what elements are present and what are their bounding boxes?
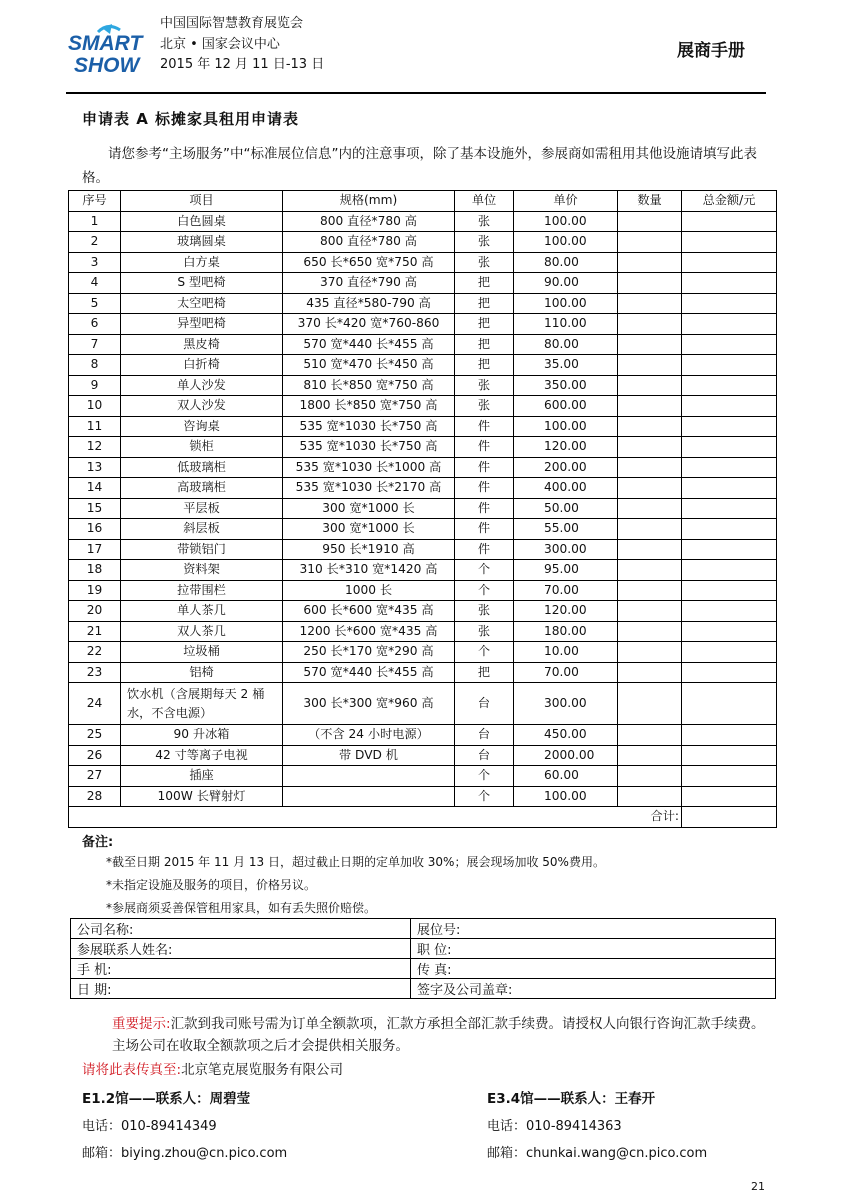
- row-index: 7: [69, 334, 121, 355]
- row-total-field[interactable]: [682, 478, 777, 499]
- header-total: 总金额/元: [682, 191, 777, 212]
- logo-graphic: [68, 22, 148, 78]
- row-unit: 件: [455, 519, 514, 540]
- hall-e34-phone: 电话：010-89414363: [487, 1119, 622, 1134]
- row-quantity-field[interactable]: [618, 725, 682, 746]
- table-row: [69, 601, 777, 622]
- table-row: [69, 396, 777, 417]
- row-quantity-field[interactable]: [618, 478, 682, 499]
- row-item: 低玻璃柜: [121, 457, 283, 478]
- row-price: 95.00: [514, 560, 618, 581]
- header-exhibition-name: 中国国际智慧教育展览会: [160, 16, 304, 31]
- row-unit: 个: [455, 766, 514, 787]
- row-index: 8: [69, 355, 121, 376]
- form-title: 申请表 A 标摊家具租用申请表: [82, 110, 300, 128]
- date-field[interactable]: 日 期:: [71, 979, 411, 999]
- header-item: 项目: [121, 191, 283, 212]
- company-name-field[interactable]: 公司名称:: [71, 919, 411, 939]
- row-index: 2: [69, 232, 121, 253]
- table-header-row: [69, 191, 777, 212]
- table-row: [69, 437, 777, 458]
- row-item: 单人沙发: [121, 375, 283, 396]
- header-price: 单价: [514, 191, 618, 212]
- row-index: 16: [69, 519, 121, 540]
- row-index: 9: [69, 375, 121, 396]
- row-spec: 535 宽*1030 长*2170 高: [283, 478, 455, 499]
- row-total-field[interactable]: [682, 355, 777, 376]
- row-item: 42 寸等离子电视: [121, 745, 283, 766]
- total-row: [69, 807, 777, 828]
- row-total-field[interactable]: [682, 601, 777, 622]
- row-spec: 950 长*1910 高: [283, 539, 455, 560]
- row-unit: 张: [455, 232, 514, 253]
- table-row: [69, 662, 777, 683]
- row-total-field[interactable]: [682, 375, 777, 396]
- row-unit: 台: [455, 725, 514, 746]
- table-row: [69, 416, 777, 437]
- row-spec: （不含 24 小时电源）: [283, 725, 455, 746]
- row-total-field[interactable]: [682, 642, 777, 663]
- row-total-field[interactable]: [682, 745, 777, 766]
- row-spec: 1200 长*600 宽*435 高: [283, 621, 455, 642]
- row-unit: 张: [455, 375, 514, 396]
- row-price: 100.00: [514, 232, 618, 253]
- row-quantity-field[interactable]: [618, 642, 682, 663]
- row-quantity-field[interactable]: [618, 334, 682, 355]
- row-price: 400.00: [514, 478, 618, 499]
- row-quantity-field[interactable]: [618, 314, 682, 335]
- row-spec: 带 DVD 机: [283, 745, 455, 766]
- row-spec: 535 宽*1030 长*1000 高: [283, 457, 455, 478]
- row-unit: 把: [455, 314, 514, 335]
- row-total-field[interactable]: [682, 232, 777, 253]
- total-amount-field[interactable]: [682, 807, 777, 828]
- row-spec: 510 宽*470 长*450 高: [283, 355, 455, 376]
- row-index: 15: [69, 498, 121, 519]
- row-price: 60.00: [514, 766, 618, 787]
- row-total-field[interactable]: [682, 396, 777, 417]
- mobile-field[interactable]: 手 机:: [71, 959, 411, 979]
- table-body: [69, 211, 777, 807]
- table-row: [69, 745, 777, 766]
- row-spec: 370 长*420 宽*760-860: [283, 314, 455, 335]
- header-divider: [66, 92, 766, 94]
- row-spec: 800 直径*780 高: [283, 232, 455, 253]
- table-row: [69, 375, 777, 396]
- row-price: 180.00: [514, 621, 618, 642]
- row-unit: 把: [455, 355, 514, 376]
- table-row: [69, 498, 777, 519]
- row-total-field[interactable]: [682, 498, 777, 519]
- row-quantity-field[interactable]: [618, 457, 682, 478]
- table-row: [69, 314, 777, 335]
- row-total-field[interactable]: [682, 539, 777, 560]
- row-price: 70.00: [514, 580, 618, 601]
- table-row: [69, 580, 777, 601]
- row-quantity-field[interactable]: [618, 766, 682, 787]
- row-index: 20: [69, 601, 121, 622]
- row-unit: 个: [455, 642, 514, 663]
- row-price: 80.00: [514, 334, 618, 355]
- table-row: [69, 642, 777, 663]
- row-unit: 件: [455, 498, 514, 519]
- row-quantity-field[interactable]: [618, 252, 682, 273]
- fax-to-label: 请将此表传真至:: [82, 1062, 182, 1078]
- row-price: 350.00: [514, 375, 618, 396]
- total-label: 合计:: [618, 807, 682, 828]
- row-quantity-field[interactable]: [618, 519, 682, 540]
- row-unit: 台: [455, 745, 514, 766]
- table-row: [69, 786, 777, 807]
- row-unit: 把: [455, 273, 514, 294]
- row-item: 高玻璃柜: [121, 478, 283, 499]
- row-quantity-field[interactable]: [618, 683, 682, 725]
- note-item: *未指定设施及服务的项目，价格另议。: [106, 878, 317, 892]
- row-total-field[interactable]: [682, 334, 777, 355]
- row-price: 100.00: [514, 211, 618, 232]
- row-unit: 件: [455, 437, 514, 458]
- table-row: [69, 560, 777, 581]
- fax-to-company: 北京笔克展览服务有限公司: [181, 1062, 344, 1078]
- row-item: 拉带围栏: [121, 580, 283, 601]
- row-quantity-field[interactable]: [618, 621, 682, 642]
- row-price: 120.00: [514, 437, 618, 458]
- row-quantity-field[interactable]: [618, 601, 682, 622]
- page-number: 21: [751, 1180, 765, 1193]
- row-spec: 800 直径*780 高: [283, 211, 455, 232]
- row-item: 资料架: [121, 560, 283, 581]
- row-item: 黑皮椅: [121, 334, 283, 355]
- row-item: 单人茶几: [121, 601, 283, 622]
- row-spec: 300 宽*1000 长: [283, 519, 455, 540]
- row-spec: 1000 长: [283, 580, 455, 601]
- row-total-field[interactable]: [682, 252, 777, 273]
- row-item: 玻璃圆桌: [121, 232, 283, 253]
- row-price: 10.00: [514, 642, 618, 663]
- row-spec: 650 长*650 宽*750 高: [283, 252, 455, 273]
- row-index: 25: [69, 725, 121, 746]
- row-index: 1: [69, 211, 121, 232]
- row-quantity-field[interactable]: [618, 232, 682, 253]
- row-price: 100.00: [514, 786, 618, 807]
- table-row: [69, 273, 777, 294]
- row-spec: 300 宽*1000 长: [283, 498, 455, 519]
- note-item: *截至日期 2015 年 11 月 13 日，超过截止日期的定单加收 30%；展会现场加收 50%费用。: [106, 855, 605, 869]
- row-total-field[interactable]: [682, 580, 777, 601]
- row-index: 17: [69, 539, 121, 560]
- row-item: 白色圆桌: [121, 211, 283, 232]
- row-unit: 张: [455, 252, 514, 273]
- row-quantity-field[interactable]: [618, 355, 682, 376]
- row-index: 14: [69, 478, 121, 499]
- row-quantity-field[interactable]: [618, 745, 682, 766]
- row-item: 异型吧椅: [121, 314, 283, 335]
- row-item: 双人沙发: [121, 396, 283, 417]
- header-unit: 单位: [455, 191, 514, 212]
- row-item: 白折椅: [121, 355, 283, 376]
- row-unit: 件: [455, 416, 514, 437]
- table-row: [69, 293, 777, 314]
- row-price: 100.00: [514, 416, 618, 437]
- row-unit: 件: [455, 539, 514, 560]
- row-unit: 张: [455, 396, 514, 417]
- row-price: 100.00: [514, 293, 618, 314]
- row-price: 70.00: [514, 662, 618, 683]
- row-spec: 535 宽*1030 长*750 高: [283, 416, 455, 437]
- row-index: 4: [69, 273, 121, 294]
- contact-name-field[interactable]: 参展联系人姓名:: [71, 939, 411, 959]
- row-item: 平层板: [121, 498, 283, 519]
- intro-text: 请您参考“主场服务”中“标准展位信息”内的注意事项，除了基本设施外，参展商如需租用其他设施请填写此表格。: [82, 146, 757, 186]
- row-item: 插座: [121, 766, 283, 787]
- row-total-field[interactable]: [682, 519, 777, 540]
- row-index: 22: [69, 642, 121, 663]
- row-index: 13: [69, 457, 121, 478]
- row-spec: 250 长*170 宽*290 高: [283, 642, 455, 663]
- table-row: [69, 539, 777, 560]
- row-price: 35.00: [514, 355, 618, 376]
- table-row: [69, 232, 777, 253]
- notes-title: 备注:: [82, 835, 114, 850]
- row-index: 3: [69, 252, 121, 273]
- table-row: [69, 725, 777, 746]
- row-total-field[interactable]: [682, 211, 777, 232]
- row-total-field[interactable]: [682, 437, 777, 458]
- row-quantity-field[interactable]: [618, 396, 682, 417]
- row-total-field[interactable]: [682, 683, 777, 725]
- row-spec: 570 宽*440 长*455 高: [283, 334, 455, 355]
- row-unit: 台: [455, 683, 514, 725]
- header-quantity: 数量: [618, 191, 682, 212]
- signature-field[interactable]: 签字及公司盖章:: [411, 979, 776, 999]
- row-quantity-field[interactable]: [618, 375, 682, 396]
- hall-e34-title: E3.4馆——联系人：王春开: [487, 1091, 656, 1107]
- header-spec: 规格(mm): [283, 191, 455, 212]
- row-total-field[interactable]: [682, 786, 777, 807]
- row-unit: 件: [455, 478, 514, 499]
- row-spec: 310 长*310 宽*1420 高: [283, 560, 455, 581]
- important-label: 重要提示:: [112, 1016, 171, 1032]
- row-quantity-field[interactable]: [618, 560, 682, 581]
- row-quantity-field[interactable]: [618, 273, 682, 294]
- header-venue: 北京 • 国家会议中心: [160, 37, 280, 52]
- hall-e12-email[interactable]: 邮箱：biying.zhou@cn.pico.com: [82, 1146, 288, 1161]
- row-quantity-field[interactable]: [618, 662, 682, 683]
- row-index: 11: [69, 416, 121, 437]
- table-row: [69, 355, 777, 376]
- row-item: 白方桌: [121, 252, 283, 273]
- row-index: 18: [69, 560, 121, 581]
- smart-show-logo: [68, 22, 148, 78]
- row-index: 23: [69, 662, 121, 683]
- logo-text-smart: SMART: [68, 32, 143, 55]
- row-total-field[interactable]: [682, 725, 777, 746]
- row-total-field[interactable]: [682, 314, 777, 335]
- row-index: 26: [69, 745, 121, 766]
- table-row: [69, 519, 777, 540]
- row-quantity-field[interactable]: [618, 498, 682, 519]
- hall-e12-title: E1.2馆——联系人：周碧莹: [82, 1091, 251, 1107]
- row-index: 10: [69, 396, 121, 417]
- row-total-field[interactable]: [682, 416, 777, 437]
- important-text: 汇款到我司账号需为订单全额款项，汇款方承担全部汇款手续费。请授权人向银行咨询汇款手续费。主场公司在收取全额款项之后才会提供相关服务。: [112, 1016, 765, 1054]
- row-total-field[interactable]: [682, 560, 777, 581]
- row-unit: 个: [455, 580, 514, 601]
- header-dates: 2015 年 12 月 11 日-13 日: [160, 57, 325, 72]
- booth-number-field[interactable]: 展位号:: [411, 919, 776, 939]
- row-unit: 件: [455, 457, 514, 478]
- row-spec: [283, 766, 455, 787]
- row-price: 80.00: [514, 252, 618, 273]
- row-index: 19: [69, 580, 121, 601]
- row-unit: 把: [455, 662, 514, 683]
- row-unit: 张: [455, 211, 514, 232]
- row-item: 饮水机（含展期每天 2 桶水，不含电源）: [121, 683, 283, 725]
- row-spec: 370 直径*790 高: [283, 273, 455, 294]
- table-row: [69, 766, 777, 787]
- row-spec: 535 宽*1030 长*750 高: [283, 437, 455, 458]
- row-item: 双人茶几: [121, 621, 283, 642]
- manual-title: 展商手册: [677, 41, 745, 61]
- row-unit: 张: [455, 601, 514, 622]
- row-price: 110.00: [514, 314, 618, 335]
- contact-info-form: [70, 918, 776, 999]
- row-item: 100W 长臂射灯: [121, 786, 283, 807]
- row-spec: 435 直径*580-790 高: [283, 293, 455, 314]
- row-unit: 把: [455, 293, 514, 314]
- position-field[interactable]: 职 位:: [411, 939, 776, 959]
- row-quantity-field[interactable]: [618, 437, 682, 458]
- row-total-field[interactable]: [682, 766, 777, 787]
- row-total-field[interactable]: [682, 293, 777, 314]
- header-index: 序号: [69, 191, 121, 212]
- row-item: 锁柜: [121, 437, 283, 458]
- row-index: 28: [69, 786, 121, 807]
- row-price: 200.00: [514, 457, 618, 478]
- row-total-field[interactable]: [682, 457, 777, 478]
- row-index: 6: [69, 314, 121, 335]
- logo-text-show: SHOW: [74, 54, 140, 77]
- row-total-field[interactable]: [682, 662, 777, 683]
- row-item: 铝椅: [121, 662, 283, 683]
- row-total-field[interactable]: [682, 621, 777, 642]
- row-quantity-field[interactable]: [618, 211, 682, 232]
- row-item: 斜层板: [121, 519, 283, 540]
- row-price: 300.00: [514, 683, 618, 725]
- table-row: [69, 621, 777, 642]
- row-item: 90 升冰箱: [121, 725, 283, 746]
- row-unit: 个: [455, 560, 514, 581]
- row-price: 55.00: [514, 519, 618, 540]
- row-quantity-field[interactable]: [618, 539, 682, 560]
- note-item: *参展商须妥善保管租用家具，如有丢失照价赔偿。: [106, 901, 377, 915]
- row-unit: 张: [455, 621, 514, 642]
- row-item: 咨询桌: [121, 416, 283, 437]
- row-spec: 1800 长*850 宽*750 高: [283, 396, 455, 417]
- row-quantity-field[interactable]: [618, 580, 682, 601]
- important-notice: [112, 1013, 772, 1057]
- row-quantity-field[interactable]: [618, 416, 682, 437]
- row-unit: 把: [455, 334, 514, 355]
- row-price: 450.00: [514, 725, 618, 746]
- row-price: 90.00: [514, 273, 618, 294]
- table-row: [69, 457, 777, 478]
- table-row: [69, 252, 777, 273]
- row-item: S 型吧椅: [121, 273, 283, 294]
- row-price: 2000.00: [514, 745, 618, 766]
- row-total-field[interactable]: [682, 273, 777, 294]
- row-spec: 300 长*300 宽*960 高: [283, 683, 455, 725]
- row-item: 带锁铝门: [121, 539, 283, 560]
- row-spec: 570 宽*440 长*455 高: [283, 662, 455, 683]
- row-price: 50.00: [514, 498, 618, 519]
- row-index: 21: [69, 621, 121, 642]
- row-item: 垃圾桶: [121, 642, 283, 663]
- row-spec: 600 长*600 宽*435 高: [283, 601, 455, 622]
- row-price: 120.00: [514, 601, 618, 622]
- row-index: 27: [69, 766, 121, 787]
- row-index: 24: [69, 683, 121, 725]
- fax-field[interactable]: 传 真:: [411, 959, 776, 979]
- row-quantity-field[interactable]: [618, 293, 682, 314]
- table-row: [69, 478, 777, 499]
- row-index: 5: [69, 293, 121, 314]
- fax-to: [82, 1058, 343, 1078]
- table-row: [69, 683, 777, 725]
- furniture-rental-table: [68, 190, 777, 828]
- row-spec: [283, 786, 455, 807]
- row-item: 太空吧椅: [121, 293, 283, 314]
- row-index: 12: [69, 437, 121, 458]
- row-quantity-field[interactable]: [618, 786, 682, 807]
- row-price: 600.00: [514, 396, 618, 417]
- table-row: [69, 211, 777, 232]
- row-price: 300.00: [514, 539, 618, 560]
- row-spec: 810 长*850 宽*750 高: [283, 375, 455, 396]
- table-row: [69, 334, 777, 355]
- row-unit: 个: [455, 786, 514, 807]
- hall-e12-phone: 电话：010-89414349: [82, 1119, 217, 1134]
- hall-e34-email[interactable]: 邮箱：chunkai.wang@cn.pico.com: [487, 1146, 708, 1161]
